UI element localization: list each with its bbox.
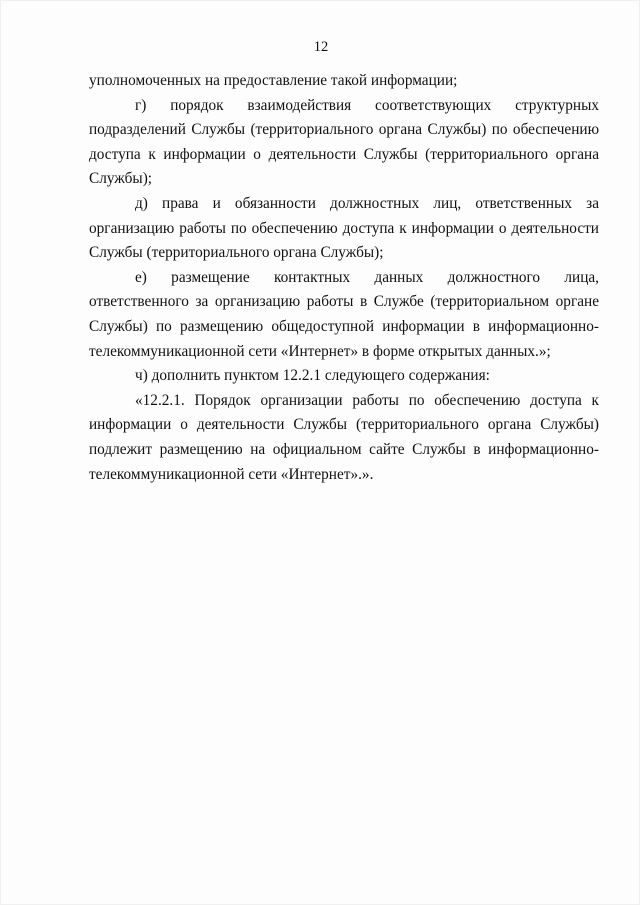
paragraph-item-d: д) права и обязанности должностных лиц, ответственных за организацию работы по обеспечению доступа к информации о деятельности Службы (территориального органа Службы); xyxy=(89,194,599,262)
paragraph-quoted-12-2-1: «12.2.1. Порядок организации работы по обеспечению доступа к информации о деятельности Службы (территориального органа Службы) подлежит размещению на официальном сайте Службы в информационно-телекоммуникационной сети «Интернет».». xyxy=(89,391,599,483)
paragraph-continuation: уполномоченных на предоставление такой информации; xyxy=(89,72,458,89)
paragraph-item-e: е) размещение контактных данных должностного лица, ответственного за организацию работы в Службе (территориальном органе Службы) по размещению общедоступной информации в информационно-телекоммуникационной сети «Интернет» в форме открытых данных.»; xyxy=(89,268,599,360)
page-number: 12 xyxy=(313,39,329,55)
document-body xyxy=(89,69,599,487)
paragraph-item-ch: ч) дополнить пунктом 12.2.1 следующего содержания: xyxy=(135,367,490,385)
paragraph-item-g: г) порядок взаимодействия соответствующих структурных подразделений Службы (территориального органа Службы) по обеспечению доступа к информации о деятельности Службы (территориального органа Службы); xyxy=(89,96,599,188)
